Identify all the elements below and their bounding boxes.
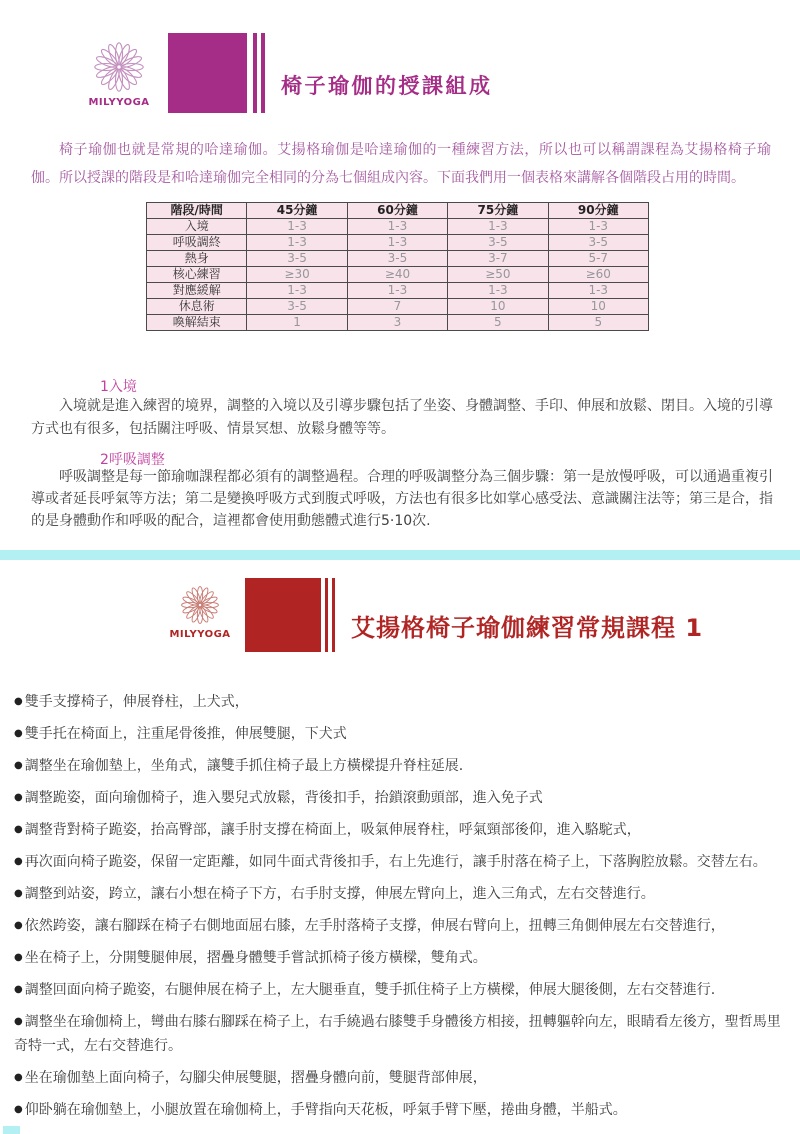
bullet-icon: ● xyxy=(14,760,23,771)
red-bar xyxy=(325,578,328,652)
magenta-bar xyxy=(261,33,265,113)
pose-text: 調整坐在瑜伽墊上，坐角式，讓雙手抓住椅子最上方橫樑提升脊柱延展. xyxy=(24,758,464,774)
table-cell: 1-3 xyxy=(247,219,347,235)
bullet-icon: ● xyxy=(14,824,23,835)
pose-text: 調整坐在瑜伽椅上，彎曲右膝右腳踩在椅子上，右手繞過右膝雙手身體後方相接，扭轉軀幹向左，眼睛看左後方，聖哲馬里奇特一式，左右交替進行。 xyxy=(14,1014,781,1054)
list-item xyxy=(14,1010,792,1058)
milyyoga-logo xyxy=(84,42,154,108)
pose-instruction-list xyxy=(14,690,792,1130)
table-cell: 5 xyxy=(548,315,648,331)
stage-time-table xyxy=(146,202,649,331)
pose-text: 雙手支撐椅子，伸展脊柱，上犬式， xyxy=(24,694,249,710)
bullet-icon: ● xyxy=(14,792,23,803)
pose-text: 調整跪姿，面向瑜伽椅子，進入嬰兒式放鬆，背後扣手，抬鎖滾動頭部，進入免子式 xyxy=(24,790,543,806)
stage-label: 休息術 xyxy=(147,299,247,315)
table-cell: 1 xyxy=(247,315,347,331)
table-cell: ≥30 xyxy=(247,267,347,283)
table-header-cell: 75分鐘 xyxy=(448,203,548,219)
pose-text: 仰卧躺在瑜伽墊上，小腿放置在瑜伽椅上，手臂指向天花板，呼氣手臂下壓，捲曲身體，半船式。 xyxy=(24,1102,627,1118)
section-body-entry: 入境就是進入練習的境界，調整的入境以及引導步驟包括了坐姿、身體調整、手印、伸展和放鬆、閉目。入境的引導方式也有很多，包括關注呼吸、情景冥想、放鬆身體等等。 xyxy=(31,398,773,437)
table-cell: 1-3 xyxy=(347,219,447,235)
table-cell: 7 xyxy=(347,299,447,315)
table-cell: 1-3 xyxy=(347,235,447,251)
red-block xyxy=(245,578,321,652)
table-row xyxy=(147,315,649,331)
table-row xyxy=(147,267,649,283)
table-cell: 1-3 xyxy=(347,283,447,299)
magenta-bar xyxy=(253,33,257,113)
stage-label: 對應緩解 xyxy=(147,283,247,299)
section-heading-entry: 1入境 xyxy=(100,379,137,395)
table-cell: 1-3 xyxy=(247,235,347,251)
pose-text: 調整到站姿，跨立，讓右小想在椅子下方，右手肘支撐，伸展左臂向上，進入三角式，左右交替進行。 xyxy=(24,886,655,902)
table-cell: 1-3 xyxy=(548,283,648,299)
table-cell: 3-7 xyxy=(448,251,548,267)
page-divider xyxy=(0,550,800,560)
table-row xyxy=(147,235,649,251)
bullet-icon: ● xyxy=(14,856,23,867)
list-item xyxy=(14,818,792,842)
brand-text: MILYYOGA xyxy=(88,97,150,108)
stage-label: 核心練習 xyxy=(147,267,247,283)
list-item xyxy=(14,882,792,906)
stage-label: 入境 xyxy=(147,219,247,235)
table-cell: 3-5 xyxy=(247,299,347,315)
bullet-icon: ● xyxy=(14,984,23,995)
section-heading-breath: 2呼吸調整 xyxy=(100,452,165,468)
section-body-breath: 呼吸調整是每一節瑜咖課程都必須有的調整過程。合理的呼吸調整分為三個步驟：第一是放慢呼吸，可以通過重複引導或者延長呼氣等方法；第二是變換呼吸方式到腹式呼吸，方法也有很多比如掌心感受法、意識關注法等；第三是合，指的是身體動作和呼吸的配合，這裡都會使用動態體式進行5·10次. xyxy=(31,469,773,529)
lotus-mandala-icon xyxy=(92,42,146,92)
table-cell: 5 xyxy=(448,315,548,331)
table-cell: 1-3 xyxy=(448,219,548,235)
intro-paragraph: 椅子瑜伽也就是常規的哈達瑜伽。艾揚格瑜伽是哈達瑜伽的一種練習方法，所以也可以稱謂課程為艾揚格椅子瑜伽。所以授課的階段是和哈達瑜伽完全相同的分為七個組成內容。下面我們用一個表格來講解各個階段占用的時間。 xyxy=(31,142,771,186)
table-row xyxy=(147,219,649,235)
pose-text: 雙手托在椅面上，注重尾骨後推，伸展雙腿，下犬式 xyxy=(24,726,347,742)
table-cell: ≥60 xyxy=(548,267,648,283)
bullet-icon: ● xyxy=(14,696,23,707)
next-page-divider-stub xyxy=(3,1126,20,1134)
pose-text: 坐在椅子上，分開雙腿伸展，摺疊身體雙手嘗試抓椅子後方橫樑，雙角式。 xyxy=(24,950,487,966)
pose-text: 調整背對椅子跪姿，抬高臀部，讓手肘支撐在椅面上，吸氣伸展脊柱，呼氣頸部後仰，進入駱駝式， xyxy=(24,822,641,838)
list-item xyxy=(14,978,792,1002)
list-item xyxy=(14,1066,792,1090)
bullet-icon: ● xyxy=(14,1104,23,1115)
pose-text: 調整回面向椅子跪姿，右腿伸展在椅子上，左大腿垂直，雙手抓住椅子上方橫樑，伸展大腿後側，左右交替進行. xyxy=(24,982,716,998)
bullet-icon: ● xyxy=(14,920,23,931)
table-cell: 3-5 xyxy=(247,251,347,267)
table-cell: 5-7 xyxy=(548,251,648,267)
table-row xyxy=(147,299,649,315)
table-cell: 1-3 xyxy=(247,283,347,299)
stage-label: 呼吸調終 xyxy=(147,235,247,251)
stage-label: 熱身 xyxy=(147,251,247,267)
table-cell: 1-3 xyxy=(548,219,648,235)
pose-text: 依然跨姿，讓右腳踩在椅子右側地面屈右膝，左手肘落椅子支撐，伸展右臂向上，扭轉三角側伸展左右交替進行， xyxy=(24,918,725,934)
table-row xyxy=(147,251,649,267)
bullet-icon: ● xyxy=(14,1016,23,1027)
list-item xyxy=(14,786,792,810)
list-item xyxy=(14,1098,792,1122)
bullet-icon: ● xyxy=(14,952,23,963)
red-bar xyxy=(332,578,335,652)
table-header-cell: 60分鐘 xyxy=(347,203,447,219)
table-cell: ≥40 xyxy=(347,267,447,283)
table-header-cell: 階段/時間 xyxy=(147,203,247,219)
list-item xyxy=(14,850,792,874)
page1-title: 椅子瑜伽的授課組成 xyxy=(281,74,493,98)
bullet-icon: ● xyxy=(14,1072,23,1083)
milyyoga-logo xyxy=(168,586,232,640)
table-cell: 3 xyxy=(347,315,447,331)
list-item xyxy=(14,914,792,938)
table-header-cell: 45分鐘 xyxy=(247,203,347,219)
list-item xyxy=(14,722,792,746)
table-cell: 1-3 xyxy=(448,283,548,299)
table-header-cell: 90分鐘 xyxy=(548,203,648,219)
bullet-icon: ● xyxy=(14,728,23,739)
list-item xyxy=(14,946,792,970)
table-cell: 10 xyxy=(548,299,648,315)
table-cell: 3-5 xyxy=(448,235,548,251)
bullet-icon: ● xyxy=(14,888,23,899)
list-item xyxy=(14,690,792,714)
table-row xyxy=(147,283,649,299)
table-header-row xyxy=(147,203,649,219)
list-item xyxy=(14,754,792,778)
table-cell: 10 xyxy=(448,299,548,315)
table-cell: ≥50 xyxy=(448,267,548,283)
table-cell: 3-5 xyxy=(548,235,648,251)
page2-title: 艾揚格椅子瑜伽練習常規課程 1 xyxy=(351,614,704,642)
lotus-mandala-icon xyxy=(178,586,222,624)
table-cell: 3-5 xyxy=(347,251,447,267)
magenta-block xyxy=(168,33,247,113)
pose-text: 坐在瑜伽墊上面向椅子，勾腳尖伸展雙腿，摺疊身體向前，雙腿背部伸展， xyxy=(24,1070,487,1086)
pose-text: 再次面向椅子跪姿，保留一定距離，如同牛面式背後扣手，右上先進行，讓手肘落在椅子上，下落胸腔放鬆。交替左右。 xyxy=(24,854,767,870)
stage-label: 喚解結束 xyxy=(147,315,247,331)
brand-text: MILYYOGA xyxy=(169,629,231,640)
